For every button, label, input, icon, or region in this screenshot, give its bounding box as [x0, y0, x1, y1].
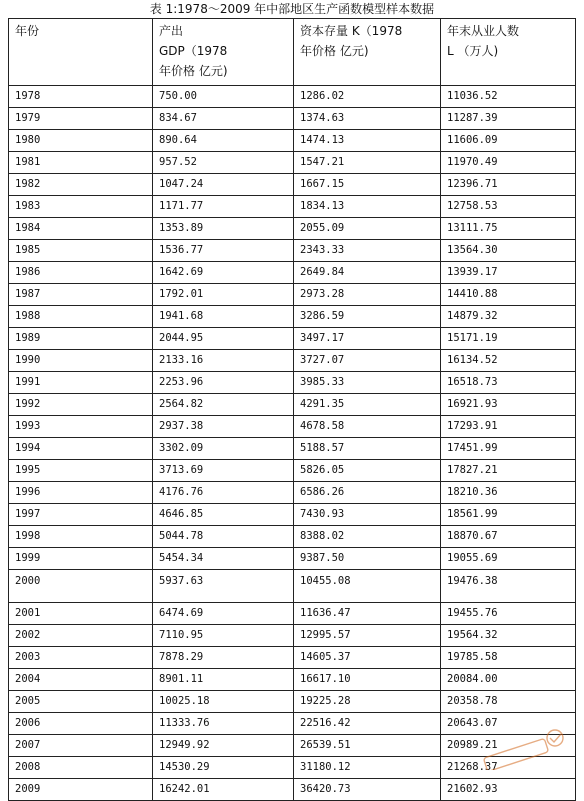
cell-gdp: 4176.76 [153, 482, 294, 504]
cell-year: 2005 [9, 691, 153, 713]
cell-gdp: 5044.78 [153, 526, 294, 548]
table-row [9, 603, 576, 625]
cell-capital: 31180.12 [294, 757, 441, 779]
table-row [9, 152, 576, 174]
cell-year: 1998 [9, 526, 153, 548]
table-row [9, 284, 576, 306]
table-row [9, 130, 576, 152]
cell-labor: 18210.36 [441, 482, 576, 504]
cell-gdp: 10025.18 [153, 691, 294, 713]
cell-gdp: 2937.38 [153, 416, 294, 438]
cell-year: 1979 [9, 108, 153, 130]
table-body [9, 86, 576, 801]
cell-gdp: 1047.24 [153, 174, 294, 196]
table-row [9, 735, 576, 757]
cell-gdp: 14530.29 [153, 757, 294, 779]
cell-capital: 7430.93 [294, 504, 441, 526]
cell-capital: 9387.50 [294, 548, 441, 570]
cell-capital: 3985.33 [294, 372, 441, 394]
cell-capital: 5188.57 [294, 438, 441, 460]
cell-capital: 3286.59 [294, 306, 441, 328]
cell-labor: 12758.53 [441, 196, 576, 218]
cell-year: 1999 [9, 548, 153, 570]
cell-capital: 4678.58 [294, 416, 441, 438]
cell-gdp: 7878.29 [153, 647, 294, 669]
cell-gdp: 1171.77 [153, 196, 294, 218]
cell-year: 2009 [9, 779, 153, 801]
header-gdp: 产出 GDP（1978 年价格 亿元) [153, 19, 294, 86]
cell-labor: 20989.21 [441, 735, 576, 757]
cell-capital: 8388.02 [294, 526, 441, 548]
table-row [9, 570, 576, 603]
cell-labor: 16518.73 [441, 372, 576, 394]
cell-capital: 12995.57 [294, 625, 441, 647]
cell-gdp: 7110.95 [153, 625, 294, 647]
cell-labor: 11036.52 [441, 86, 576, 108]
cell-capital: 3727.07 [294, 350, 441, 372]
cell-labor: 15171.19 [441, 328, 576, 350]
table-row [9, 757, 576, 779]
cell-gdp: 834.67 [153, 108, 294, 130]
cell-year: 2006 [9, 713, 153, 735]
cell-gdp: 1536.77 [153, 240, 294, 262]
cell-year: 2001 [9, 603, 153, 625]
cell-gdp: 1792.01 [153, 284, 294, 306]
cell-gdp: 8901.11 [153, 669, 294, 691]
cell-year: 1992 [9, 394, 153, 416]
cell-labor: 16134.52 [441, 350, 576, 372]
cell-labor: 20358.78 [441, 691, 576, 713]
table-row [9, 350, 576, 372]
table-row [9, 394, 576, 416]
table-row [9, 306, 576, 328]
cell-gdp: 5937.63 [153, 570, 294, 603]
cell-gdp: 16242.01 [153, 779, 294, 801]
cell-year: 1990 [9, 350, 153, 372]
cell-gdp: 11333.76 [153, 713, 294, 735]
cell-labor: 19476.38 [441, 570, 576, 603]
cell-capital: 16617.10 [294, 669, 441, 691]
cell-year: 1985 [9, 240, 153, 262]
cell-labor: 12396.71 [441, 174, 576, 196]
table-row [9, 240, 576, 262]
cell-gdp: 12949.92 [153, 735, 294, 757]
cell-capital: 5826.05 [294, 460, 441, 482]
cell-capital: 36420.73 [294, 779, 441, 801]
cell-capital: 2649.84 [294, 262, 441, 284]
cell-labor: 18870.67 [441, 526, 576, 548]
cell-gdp: 3713.69 [153, 460, 294, 482]
cell-gdp: 1642.69 [153, 262, 294, 284]
cell-gdp: 1353.89 [153, 218, 294, 240]
cell-gdp: 1941.68 [153, 306, 294, 328]
table-row [9, 196, 576, 218]
cell-capital: 2055.09 [294, 218, 441, 240]
cell-gdp: 3302.09 [153, 438, 294, 460]
cell-labor: 14410.88 [441, 284, 576, 306]
header-capital: 资本存量 K（1978 年价格 亿元) [294, 19, 441, 86]
cell-capital: 26539.51 [294, 735, 441, 757]
table-row [9, 328, 576, 350]
table-row [9, 438, 576, 460]
table-row [9, 416, 576, 438]
cell-capital: 4291.35 [294, 394, 441, 416]
table-row [9, 218, 576, 240]
cell-year: 1988 [9, 306, 153, 328]
cell-capital: 6586.26 [294, 482, 441, 504]
cell-labor: 11287.39 [441, 108, 576, 130]
cell-year: 2003 [9, 647, 153, 669]
cell-labor: 17293.91 [441, 416, 576, 438]
cell-gdp: 750.00 [153, 86, 294, 108]
cell-capital: 1374.63 [294, 108, 441, 130]
cell-capital: 2973.28 [294, 284, 441, 306]
cell-labor: 21602.93 [441, 779, 576, 801]
cell-labor: 13111.75 [441, 218, 576, 240]
data-table [8, 18, 576, 801]
cell-labor: 20643.07 [441, 713, 576, 735]
table-row [9, 669, 576, 691]
cell-labor: 16921.93 [441, 394, 576, 416]
cell-gdp: 2133.16 [153, 350, 294, 372]
cell-year: 2007 [9, 735, 153, 757]
cell-labor: 19055.69 [441, 548, 576, 570]
table-row [9, 526, 576, 548]
table-row [9, 548, 576, 570]
cell-labor: 18561.99 [441, 504, 576, 526]
cell-labor: 13564.30 [441, 240, 576, 262]
cell-gdp: 5454.34 [153, 548, 294, 570]
cell-year: 1982 [9, 174, 153, 196]
table-row [9, 262, 576, 284]
cell-capital: 1547.21 [294, 152, 441, 174]
table-row [9, 174, 576, 196]
cell-gdp: 2564.82 [153, 394, 294, 416]
cell-labor: 21268.37 [441, 757, 576, 779]
cell-year: 1980 [9, 130, 153, 152]
cell-capital: 14605.37 [294, 647, 441, 669]
cell-labor: 19455.76 [441, 603, 576, 625]
table-row [9, 482, 576, 504]
cell-year: 2000 [9, 570, 153, 603]
cell-year: 1987 [9, 284, 153, 306]
cell-labor: 17827.21 [441, 460, 576, 482]
cell-labor: 11970.49 [441, 152, 576, 174]
table-row [9, 625, 576, 647]
cell-labor: 20084.00 [441, 669, 576, 691]
cell-year: 1996 [9, 482, 153, 504]
cell-year: 1995 [9, 460, 153, 482]
header-row [9, 19, 576, 86]
cell-gdp: 957.52 [153, 152, 294, 174]
table-row [9, 372, 576, 394]
cell-capital: 1667.15 [294, 174, 441, 196]
cell-capital: 3497.17 [294, 328, 441, 350]
cell-gdp: 890.64 [153, 130, 294, 152]
table-row [9, 108, 576, 130]
cell-year: 2008 [9, 757, 153, 779]
cell-year: 2002 [9, 625, 153, 647]
cell-year: 1997 [9, 504, 153, 526]
cell-year: 1978 [9, 86, 153, 108]
table-row [9, 691, 576, 713]
table-row [9, 713, 576, 735]
cell-capital: 19225.28 [294, 691, 441, 713]
cell-year: 1983 [9, 196, 153, 218]
table-row [9, 647, 576, 669]
cell-capital: 22516.42 [294, 713, 441, 735]
cell-capital: 2343.33 [294, 240, 441, 262]
cell-labor: 17451.99 [441, 438, 576, 460]
cell-gdp: 2044.95 [153, 328, 294, 350]
cell-year: 1986 [9, 262, 153, 284]
cell-labor: 14879.32 [441, 306, 576, 328]
cell-gdp: 6474.69 [153, 603, 294, 625]
cell-labor: 11606.09 [441, 130, 576, 152]
cell-capital: 10455.08 [294, 570, 441, 603]
table-row [9, 460, 576, 482]
cell-year: 1991 [9, 372, 153, 394]
cell-labor: 13939.17 [441, 262, 576, 284]
cell-year: 1981 [9, 152, 153, 174]
cell-capital: 1286.02 [294, 86, 441, 108]
table-caption: 表 1:1978～2009 年中部地区生产函数模型样本数据 [149, 2, 435, 16]
cell-year: 1993 [9, 416, 153, 438]
cell-gdp: 4646.85 [153, 504, 294, 526]
cell-year: 1994 [9, 438, 153, 460]
cell-labor: 19785.58 [441, 647, 576, 669]
cell-year: 2004 [9, 669, 153, 691]
cell-labor: 19564.32 [441, 625, 576, 647]
header-year: 年份 [9, 19, 153, 86]
cell-gdp: 2253.96 [153, 372, 294, 394]
cell-capital: 11636.47 [294, 603, 441, 625]
cell-capital: 1474.13 [294, 130, 441, 152]
cell-year: 1984 [9, 218, 153, 240]
header-labor: 年末从业人数 L （万人) [441, 19, 576, 86]
table-row [9, 86, 576, 108]
cell-year: 1989 [9, 328, 153, 350]
table-row [9, 504, 576, 526]
cell-capital: 1834.13 [294, 196, 441, 218]
